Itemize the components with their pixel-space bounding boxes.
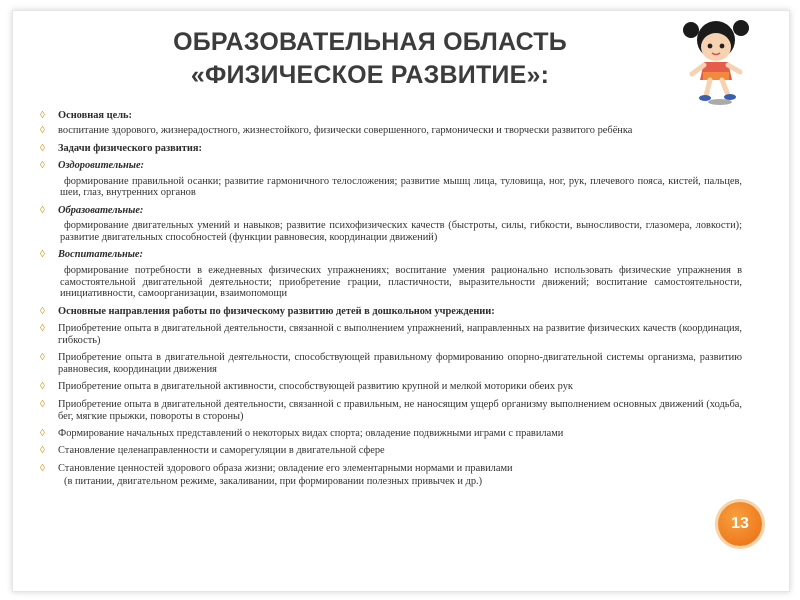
main-goal-heading: Основная цель: <box>58 110 133 121</box>
diamond-bullet-icon: ◊ <box>40 462 45 474</box>
diamond-bullet-icon: ◊ <box>40 323 45 335</box>
list-item <box>40 143 742 155</box>
edu-heading: Образовательные: <box>58 204 144 216</box>
title-line-1: ОБРАЗОВАТЕЛЬНАЯ ОБЛАСТЬ <box>173 28 567 56</box>
child-mascot-icon <box>676 10 756 110</box>
diamond-bullet-icon: ◊ <box>40 249 45 261</box>
diamond-bullet-icon: ◊ <box>40 160 45 172</box>
list-item <box>40 323 742 347</box>
upbringing-text: формирование потребности в ежедневных физических упражнениях; воспитание умения рационально использовать физические упражнения в самостоятельной двигательной деятельности; приобретение грации, пластичности, выразительности движений; воспитание самостоятельности, инициативности, самоорганизации, взаимопомощи <box>60 264 742 300</box>
diamond-bullet-icon: ◊ <box>40 204 45 216</box>
diamond-bullet-icon: ◊ <box>40 428 45 440</box>
title-line-2: «ФИЗИЧЕСКОЕ РАЗВИТИЕ»: <box>190 61 550 89</box>
list-item <box>40 463 742 475</box>
list-item <box>40 352 742 376</box>
list-item <box>40 399 742 423</box>
diamond-bullet-icon: ◊ <box>40 381 45 393</box>
upbringing-heading: Воспитательные: <box>58 249 144 261</box>
main-goal-text: воспитание здорового, жизнерадостного, жизнестойкого, физически совершенного, гармонически и творчески развитого ребёнка <box>58 125 633 137</box>
list-item <box>40 249 742 261</box>
diamond-bullet-icon: ◊ <box>40 352 45 364</box>
list-item <box>40 445 742 457</box>
list-item <box>40 110 742 122</box>
list-item <box>40 160 742 172</box>
directions-heading: Основные направления работы по физическому развитию детей в дошкольном учреждении: <box>58 305 495 317</box>
direction-text: Приобретение опыта в двигательной деятельности, способствующей правильному формированию опорно-двигательной системы организма, развитию равновесия, координации движения <box>58 352 742 376</box>
list-item <box>40 125 742 137</box>
direction-text: Приобретение опыта в двигательной деятельности, связанной с правильным, не наносящим ущерб организму выполнением основных движений (ходьба, бег, мягкие прыжки, повороты в стороны) <box>58 398 742 422</box>
direction-text: Становление ценностей здорового образа жизни; овладение его элементарными нормами и правилами <box>58 462 513 474</box>
diamond-bullet-icon: ◊ <box>40 110 45 121</box>
health-heading: Оздоровительные: <box>58 160 145 172</box>
diamond-bullet-icon: ◊ <box>40 305 45 317</box>
diamond-bullet-icon: ◊ <box>40 142 45 154</box>
diamond-bullet-icon: ◊ <box>40 445 45 457</box>
diamond-bullet-icon: ◊ <box>40 125 45 137</box>
direction-text: Формирование начальных представлений о некоторых видах спорта; овладение подвижными играми с правилами <box>58 428 564 440</box>
direction-text: Приобретение опыта в двигательной деятельности, связанной с выполнением упражнений, направленных на развитие физических качеств (координация, гибкость) <box>58 323 742 346</box>
slide-body <box>40 110 742 494</box>
direction-text: Становление целенаправленности и саморегуляции в двигательной сфере <box>58 445 385 457</box>
slide-title <box>60 26 680 92</box>
list-item <box>40 428 742 440</box>
edu-text: формирование двигательных умений и навыков; развитие психофизических качеств (быстроты, силы, гибкости, выносливости, глазомера, ловкости); развитие двигательных способностей (функции равновесия, координации движений) <box>60 220 742 243</box>
list-item <box>40 381 742 393</box>
list-item <box>40 306 742 318</box>
list-item <box>40 205 742 217</box>
final-note: (в питании, двигательном режиме, закаливании, при формировании полезных привычек и др.) <box>64 476 483 488</box>
page-number-badge: 13 <box>718 502 762 546</box>
health-text: формирование правильной осанки; развитие гармоничного телосложения; развитие мышц лица, туловища, ног, рук, плечевого пояса, кистей, пальцев, шеи, глаз, внутренних органов <box>60 175 742 199</box>
tasks-heading: Задачи физического развития: <box>58 142 202 154</box>
diamond-bullet-icon: ◊ <box>40 398 45 410</box>
direction-text: Приобретение опыта в двигательной активности, способствующей развитию крупной и мелкой моторики обеих рук <box>58 381 573 393</box>
